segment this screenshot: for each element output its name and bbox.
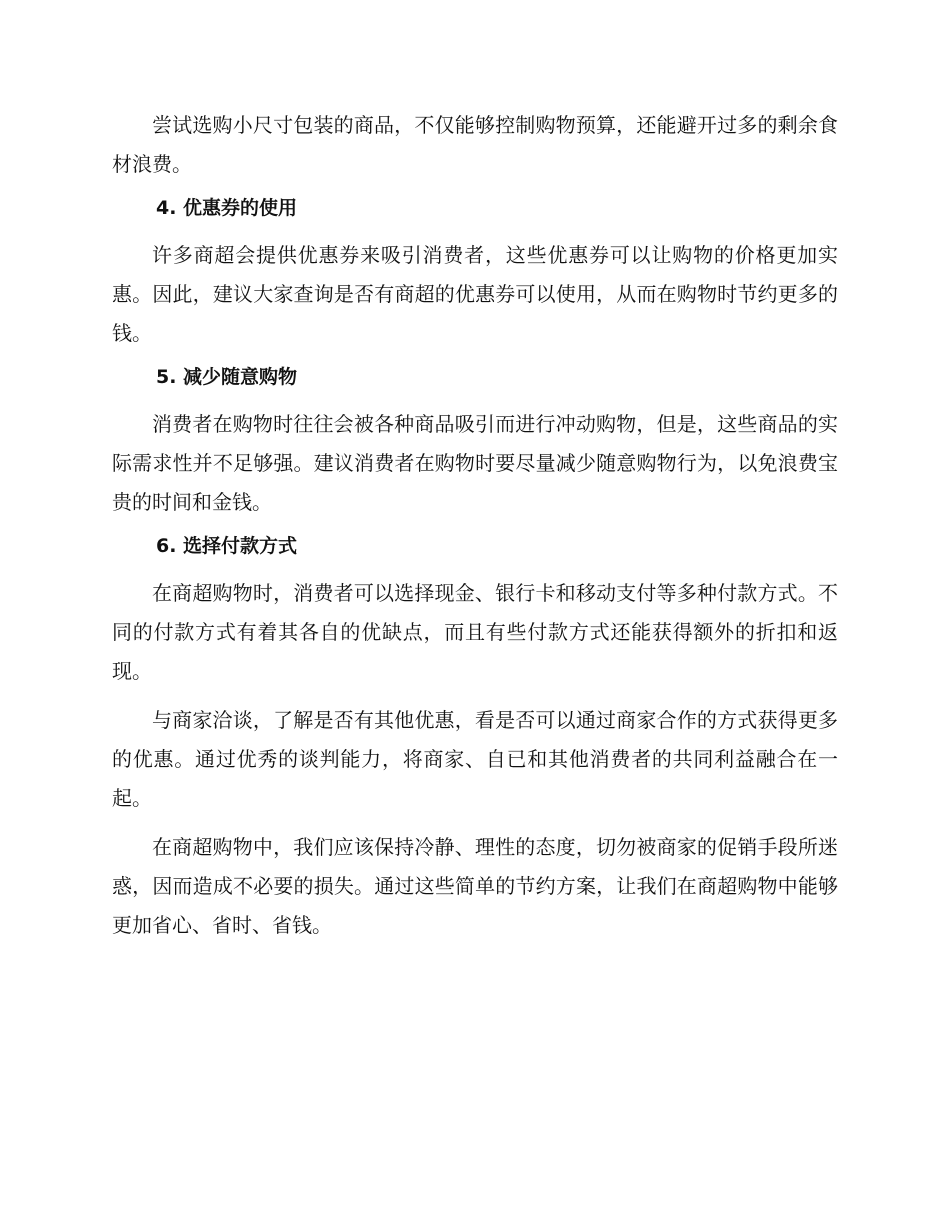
heading-coupon-usage: 4. 优惠券的使用 — [156, 197, 298, 219]
heading-reduce-impulse-shopping: 5. 减少随意购物 — [156, 366, 298, 388]
document-body — [112, 106, 838, 955]
paragraph-small-packaging: 尝试选购小尺寸包装的商品，不仅能够控制购物预算，还能避开过多的剩余食材浪费。 — [112, 113, 838, 176]
paragraph-impulse-shopping: 消费者在购物时往往会被各种商品吸引而进行冲动购物，但是，这些商品的实际需求性并不足够强。建议消费者在购物时要尽量减少随意购物行为，以免浪费宝贵的时间和金钱。 — [112, 412, 838, 514]
paragraph-negotiation: 与商家洽谈，了解是否有其他优惠，看是否可以通过商家合作的方式获得更多的优惠。通过优秀的谈判能力，将商家、自已和其他消费者的共同利益融合在一起。 — [112, 708, 838, 810]
paragraph-payment-methods: 在商超购物时，消费者可以选择现金、银行卡和移动支付等多种付款方式。不同的付款方式有着其各自的优缺点，而且有些付款方式还能获得额外的折扣和返现。 — [112, 581, 838, 683]
paragraph-coupons: 许多商超会提供优惠券来吸引消费者，这些优惠券可以让购物的价格更加实惠。因此，建议大家查询是否有商超的优惠券可以使用，从而在购物时节约更多的钱。 — [112, 243, 838, 345]
paragraph-conclusion: 在商超购物中，我们应该保持冷静、理性的态度，切勿被商家的促销手段所迷惑，因而造成不必要的损失。通过这些简单的节约方案，让我们在商超购物中能够更加省心、省时、省钱。 — [112, 835, 838, 937]
heading-payment-method: 6. 选择付款方式 — [156, 535, 298, 557]
